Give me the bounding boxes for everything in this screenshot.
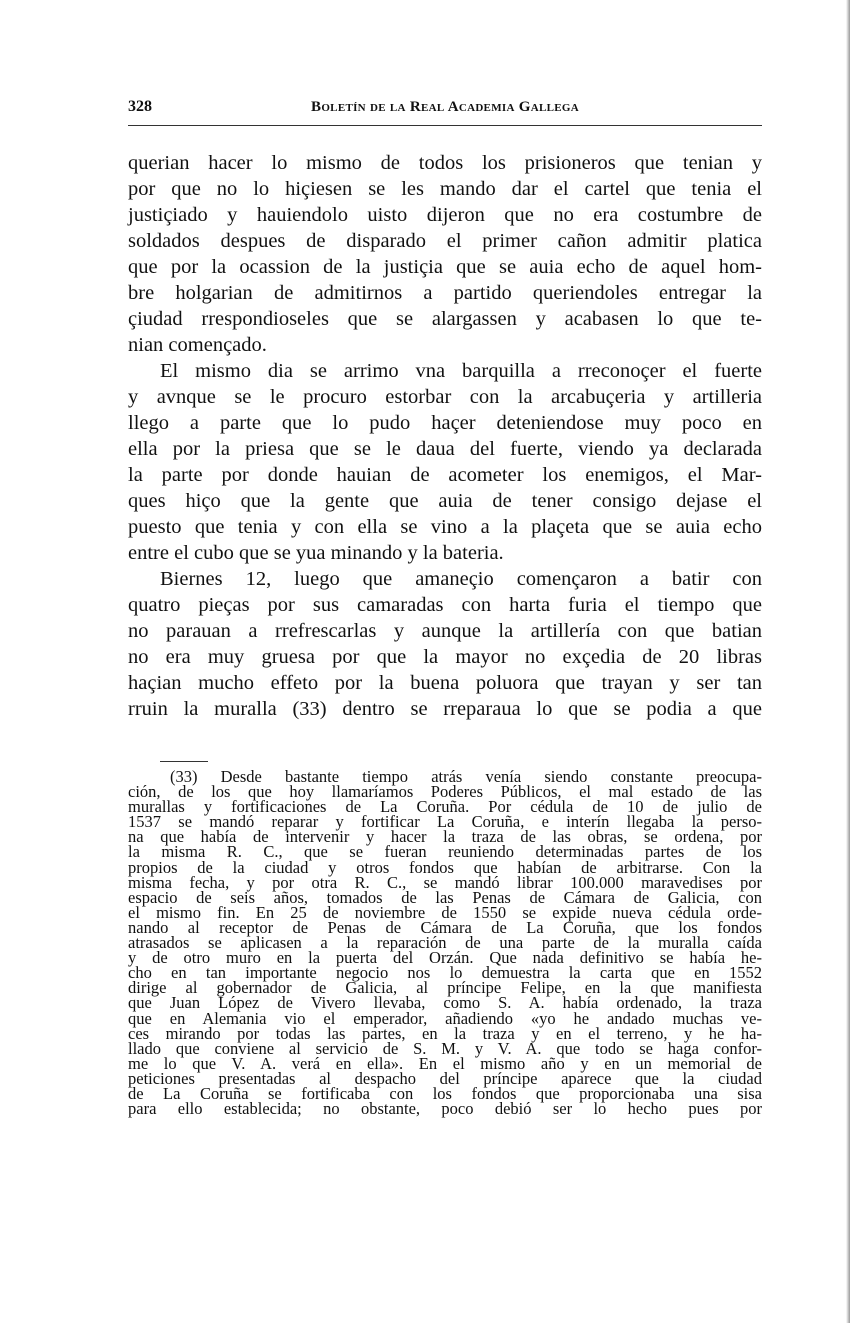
page-number: 328 <box>128 98 152 115</box>
text-line: la parte por donde hauian de acometer los enemigos, el Mar- <box>128 464 762 486</box>
text-line: por que no lo hiçiesen se les mando dar el cartel que tenia el <box>128 178 762 200</box>
footnote-line: na que había de intervenir y hacer la traza de las obras, se ordena, por <box>128 827 762 847</box>
footnote <box>128 767 762 1119</box>
footnote-line: propios de la ciudad y otros fondos que habían de arbitrarse. Con la <box>128 857 762 877</box>
footnote-line: espacio de seis años, tomados de las Penas de Cámara de Galicia, con <box>128 887 762 907</box>
text-line: justiçiado y hauiendolo uisto dijeron que no era costumbre de <box>128 204 762 226</box>
text-line: ques hiço que la gente que auia de tener consigo dejase el <box>128 490 762 512</box>
page-edge <box>846 0 850 1323</box>
footnote-line: (33) Desde bastante tiempo atrás venía siendo constante preocupa- <box>170 767 762 786</box>
footnote-line: para ello establecida; no obstante, poco debió ser lo hecho pues por <box>128 1099 762 1119</box>
journal-title: Boletín de la Real Academia Gallega <box>311 99 579 115</box>
text-line: puesto que tenia y con ella se vino a la plaçeta que se auia echo <box>128 516 762 538</box>
footnote-line: de La Coruña se fortificaba con los fondos que proporcionaba una sisa <box>128 1083 762 1103</box>
footnote-line: nando al receptor de Penas de Cámara de La Coruña, que los fondos <box>128 917 762 937</box>
footnote-line: murallas y fortificaciones de La Coruña. Por cédula de 10 de julio de <box>128 797 762 817</box>
footnote-line: que en Alemania vio el emperador, añadiendo «yo he andado muchas ve- <box>128 1008 762 1028</box>
text-line: nian començado. <box>128 334 267 356</box>
footnote-line: ces mirando por todas las partes, en la traza y en el terreno, y he ha- <box>128 1023 762 1043</box>
text-line: rruin la muralla (33) dentro se rreparaua lo que se podia a que <box>128 698 762 720</box>
footnote-line: llado que conviene al servicio de S. M. y V. A. que todo se haga confor- <box>128 1038 762 1058</box>
text-line: Biernes 12, luego que amaneçio començaron a batir con <box>160 568 762 590</box>
text-line: El mismo dia se arrimo vna barquilla a rreconoçer el fuerte <box>160 360 762 382</box>
footnote-line: 1537 se mandó reparar y fortificar La Coruña, e interín llegaba la perso- <box>128 812 762 832</box>
text-line: y avnque se le procuro estorbar con la arcabuçeria y artilleria <box>128 386 762 408</box>
main-text <box>128 150 762 722</box>
footnote-line: me lo que V. A. verá en ella». En el mismo año y en un memorial de <box>128 1053 762 1073</box>
text-line: haçian mucho effeto por la buena poluora que trayan y ser tan <box>128 672 762 694</box>
text-line: çiudad rrespondioseles que se alargassen y acabasen lo que te- <box>128 308 762 330</box>
text-line: llego a parte que lo pudo haçer deteniendose muy poco en <box>128 412 762 434</box>
text-line: no parauan a rrefrescarlas y aunque la artillería con que batian <box>128 620 762 642</box>
footnote-line: que Juan López de Vivero llevaba, como S. A. había ordenado, la traza <box>128 993 762 1013</box>
footnote-line: atrasados se aplicasen a la reparación de una parte de la muralla caída <box>128 933 762 953</box>
text-line: soldados despues de disparado el primer cañon admitir platica <box>128 230 762 252</box>
footnote-line: ción, de los que hoy llamaríamos Poderes Públicos, el mal estado de las <box>128 782 762 802</box>
text-line: querian hacer lo mismo de todos los prisioneros que tenian y <box>128 152 762 174</box>
text-line: ella por la priesa que se le daua del fuerte, viendo ya declarada <box>128 438 762 460</box>
footnote-line: y de otro muro en la puerta del Orzán. Que nada definitivo se había he- <box>128 948 762 968</box>
footnote-line: misma fecha, y por otra R. C., se mandó librar 100.000 maravedises por <box>128 872 762 892</box>
footnote-line: cho en tan importante negocio nos lo demuestra la carta que en 1552 <box>128 963 762 983</box>
text-line: que por la ocassion de la justiçia que se auia echo de aquel hom- <box>128 256 762 278</box>
running-header <box>128 98 762 122</box>
footnote-line: el mismo fin. En 25 de noviembre de 1550 se expide nueva cédula orde- <box>128 902 762 922</box>
footnote-line: peticiones presentadas al despacho del príncipe aparece que la ciudad <box>128 1068 762 1088</box>
text-line: quatro pieças por sus camaradas con harta furia el tiempo que <box>128 594 762 616</box>
header-rule <box>128 125 762 126</box>
text-line: bre holgarian de admitirnos a partido queriendoles entregar la <box>128 282 762 304</box>
footnote-separator <box>160 761 208 762</box>
footnote-line: dirige al gobernador de Galicia, al príncipe Felipe, en la que manifiesta <box>128 978 762 998</box>
text-line: entre el cubo que se yua minando y la bateria. <box>128 542 504 564</box>
footnote-line: la misma R. C., que se fueran reuniendo determinadas partes de los <box>128 842 762 862</box>
text-line: no era muy gruesa por que la mayor no exçedia de 20 libras <box>128 646 762 668</box>
